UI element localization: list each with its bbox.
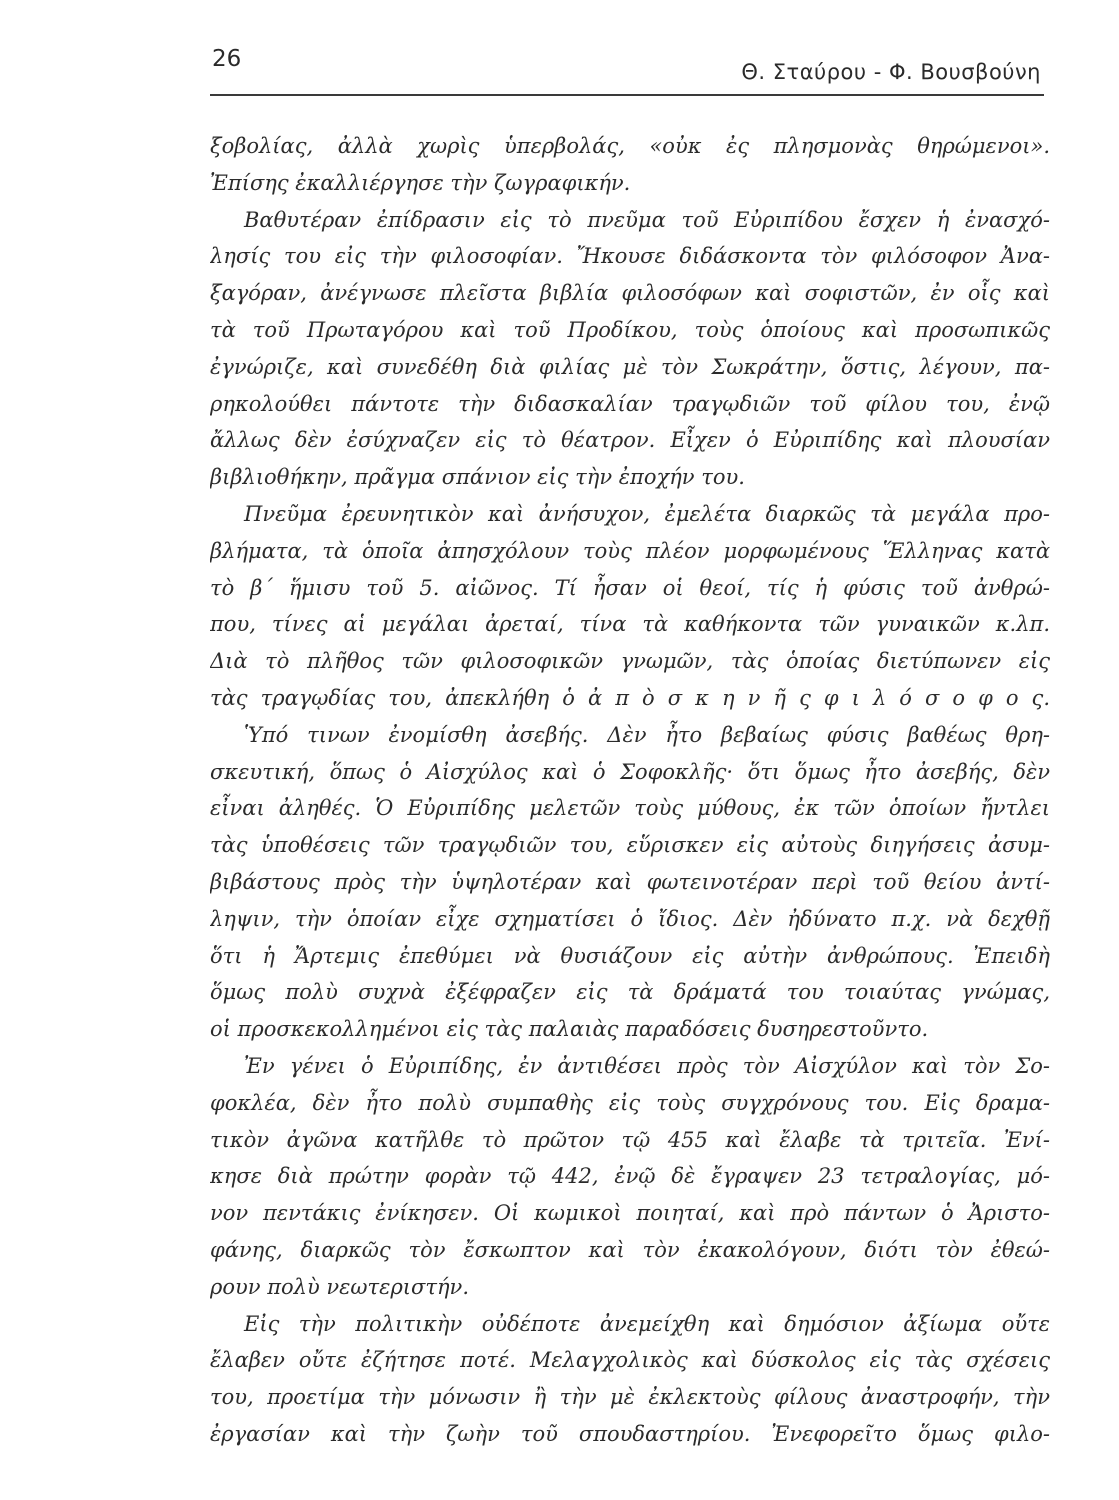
text-line: Ἐν γένει ὁ Εὐριπίδης, ἐν ἀντιθέσει πρὸς τὸν Αἰσχύλον καὶ τὸν Σο- (244, 1053, 1050, 1078)
header-rule (210, 94, 1044, 96)
text-line: ρουν πολὺ νεωτεριστήν. (210, 1274, 469, 1299)
text-line: βιβάστους πρὸς τὴν ὑψηλοτέραν καὶ φωτεινοτέραν περὶ τοῦ θείου ἀντί- (210, 869, 1050, 894)
text-line: εἶναι ἀληθές. Ὁ Εὐριπίδης μελετῶν τοὺς μύθους, ἐκ τῶν ὁποίων ἤντλει (210, 796, 1050, 821)
text-line: ξοβολίας, ἀλλὰ χωρὶς ὑπερβολάς, «οὐκ ἐς πλησμονὰς θηρώμενοι». (210, 134, 1050, 158)
text-line: φάνης, διαρκῶς τὸν ἔσκωπτον καὶ τὸν ἐκακολόγουν, διότι τὸν ἐθεώ- (210, 1237, 1050, 1262)
text-line: Ὑπό τινων ἐνομίσθη ἀσεβής. Δὲν ἦτο βεβαίως φύσις βαθέως θρη- (244, 722, 1050, 747)
text-line: ληψιν, τὴν ὁποίαν εἶχε σχηματίσει ὁ ἴδιος. Δὲν ἠδύνατο π.χ. νὰ δεχθῇ (210, 906, 1050, 931)
text-line: του, προετίμα τὴν μόνωσιν ἢ τὴν μὲ ἐκλεκτοὺς φίλους ἀναστροφήν, τὴν (210, 1385, 1050, 1410)
text-line: Πνεῦμα ἐρευνητικὸν καὶ ἀνήσυχον, ἐμελέτα διαρκῶς τὰ μεγάλα προ- (244, 501, 1050, 526)
text-line: που, τίνες αἱ μεγάλαι ἀρεταί, τίνα τὰ καθήκοντα τῶν γυναικῶν κ.λπ. (210, 612, 1050, 637)
text-line: ἄλλως δὲν ἐσύχναζεν εἰς τὸ θέατρον. Εἶχεν ὁ Εὐριπίδης καὶ πλουσίαν (210, 428, 1050, 453)
text-line: Εἰς τὴν πολιτικὴν οὐδέποτε ἀνεμείχθη καὶ δημόσιον ἀξίωμα οὔτε (244, 1311, 1050, 1336)
text-line: τὰ τοῦ Πρωταγόρου καὶ τοῦ Προδίκου, τοὺς ὁποίους καὶ προσωπικῶς (210, 317, 1050, 342)
text-line: ὅτι ἡ Ἄρτεμις ἐπεθύμει νὰ θυσιάζουν εἰς αὐτὴν ἀνθρώπους. Ἐπειδὴ (210, 943, 1050, 968)
text-line: ἐργασίαν καὶ τὴν ζωὴν τοῦ σπουδαστηρίου. Ἐνεφορεῖτο ὅμως φιλο- (210, 1421, 1050, 1446)
text-line: ὅμως πολὺ συχνὰ ἐξέφραζεν εἰς τὰ δράματά του τοιαύτας γνώμας, (210, 980, 1050, 1005)
text-line: βιβλιοθήκην, πρᾶγμα σπάνιον εἰς τὴν ἐποχήν του. (210, 465, 745, 490)
text-line: οἱ προσκεκολλημένοι εἰς τὰς παλαιὰς παραδόσεις δυσηρεστοῦντο. (210, 1017, 929, 1042)
text-line: κησε διὰ πρώτην φορὰν τῷ 442, ἐνῷ δὲ ἔγραψεν 23 τετραλογίας, μό- (210, 1164, 1050, 1189)
text-line: ἔλαβεν οὔτε ἐζήτησε ποτέ. Μελαγχολικὸς καὶ δύσκολος εἰς τὰς σχέσεις (210, 1348, 1050, 1373)
text-line: βλήματα, τὰ ὁποῖα ἀπησχόλουν τοὺς πλέον μορφωμένους Ἕλληνας κατὰ (210, 538, 1050, 563)
text-line: τικὸν ἀγῶνα κατῆλθε τὸ πρῶτον τῷ 455 καὶ ἔλαβε τὰ τριτεῖα. Ἐνί- (210, 1127, 1050, 1152)
text-line: ρηκολούθει πάντοτε τὴν διδασκαλίαν τραγῳδιῶν τοῦ φίλου του, ἐνῷ (210, 391, 1050, 416)
text-line: τὰς τραγῳδίας του, ἀπεκλήθη ὁ ἀ π ὸ σ κ η ν ῆ ς φ ι λ ό σ ο φ ο ς. (210, 685, 1050, 710)
text-line: Ἐπίσης ἐκαλλιέργησε τὴν ζωγραφικήν. (210, 170, 631, 195)
text-line: τὸ β΄ ἥμισυ τοῦ 5. αἰῶνος. Τί ἦσαν οἱ θεοί, τίς ἡ φύσις τοῦ ἀνθρώ- (210, 575, 1050, 600)
text-line: Διὰ τὸ πλῆθος τῶν φιλοσοφικῶν γνωμῶν, τὰς ὁποίας διετύπωνεν εἰς (210, 649, 1050, 674)
text-line: ξαγόραν, ἀνέγνωσε πλεῖστα βιβλία φιλοσόφων καὶ σοφιστῶν, ἐν οἷς καὶ (210, 281, 1050, 306)
text-line: νον πεντάκις ἐνίκησεν. Οἱ κωμικοὶ ποιηταί, καὶ πρὸ πάντων ὁ Ἀριστο- (210, 1201, 1050, 1226)
text-line: τὰς ὑποθέσεις τῶν τραγῳδιῶν του, εὕρισκεν εἰς αὐτοὺς διηγήσεις ἀσυμ- (210, 833, 1050, 858)
page-number: 26 (212, 46, 242, 72)
text-line: φοκλέα, δὲν ἦτο πολὺ συμπαθὴς εἰς τοὺς συγχρόνους του. Εἰς δραμα- (210, 1090, 1050, 1115)
text-line: Βαθυτέραν ἐπίδρασιν εἰς τὸ πνεῦμα τοῦ Εὐριπίδου ἔσχεν ἡ ἐνασχό- (244, 207, 1050, 232)
text-line: ἐγνώριζε, καὶ συνεδέθη διὰ φιλίας μὲ τὸν Σωκράτην, ὅστις, λέγουν, πα- (210, 354, 1050, 379)
body-text (210, 128, 1050, 1453)
running-head: Θ. Σταύρου - Φ. Βουσβούνη (741, 60, 1041, 84)
text-line: σκευτική, ὅπως ὁ Αἰσχύλος καὶ ὁ Σοφοκλῆς· ὅτι ὅμως ἦτο ἀσεβής, δὲν (210, 759, 1050, 784)
text-line: λησίς του εἰς τὴν φιλοσοφίαν. Ἤκουσε διδάσκοντα τὸν φιλόσοφον Ἀνα- (210, 244, 1050, 269)
